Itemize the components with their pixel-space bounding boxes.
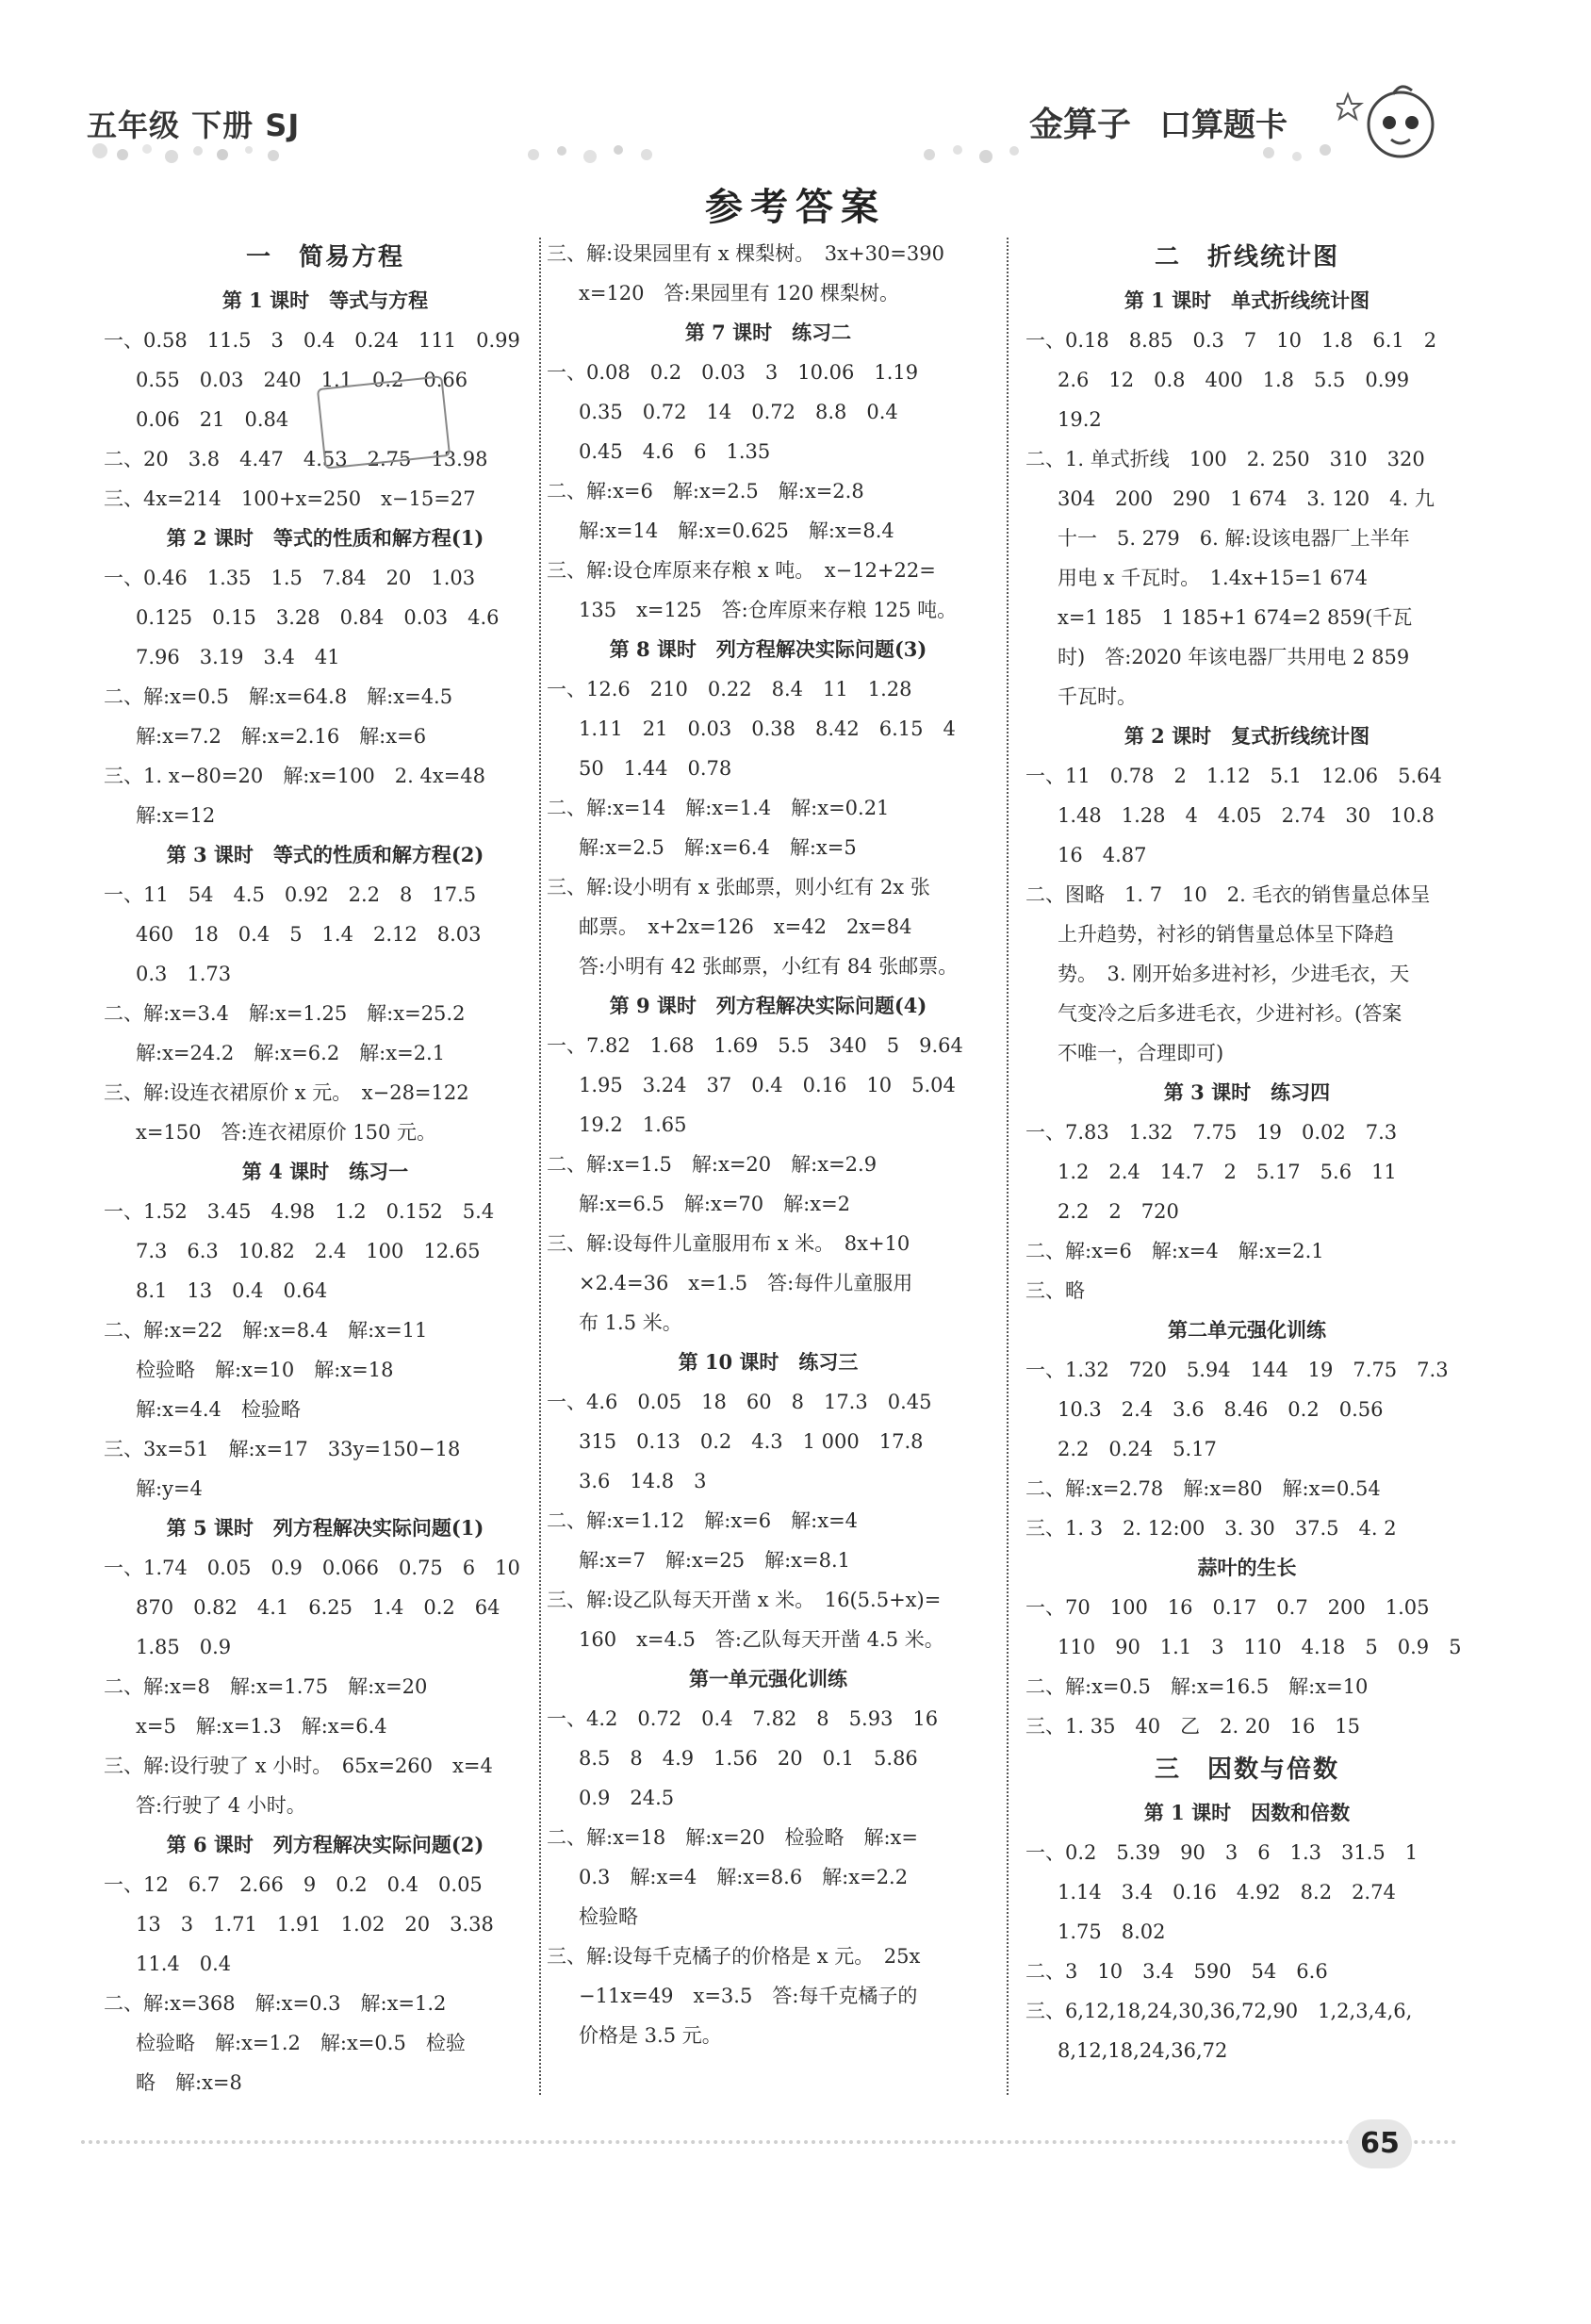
answer-line-continued: x=1 185 1 185+1 674=2 859(千瓦	[1058, 606, 1413, 629]
answer-line-continued: x=150 答:连衣裙原价 150 元。	[136, 1121, 437, 1144]
answer-line-continued: 315 0.13 0.2 4.3 1 000 17.8	[579, 1430, 924, 1453]
answer-line-continued: 19.2	[1058, 408, 1102, 431]
answer-line-continued: 时) 答:2020 年该电器厂共用电 2 859	[1058, 646, 1410, 668]
answer-line: 三、3x=51 解:x=17 33y=150−18	[104, 1438, 461, 1460]
lesson-heading: 第二单元强化训练	[1168, 1318, 1326, 1342]
answer-line-continued: 气变冷之后多进毛衣，少进衬衫。(答案	[1058, 1002, 1402, 1025]
answer-line: 二、解:x=1.5 解:x=20 解:x=2.9	[547, 1153, 878, 1176]
answer-line-continued: x=5 解:x=1.3 解:x=6.4	[136, 1715, 387, 1738]
answer-line: 一、0.46 1.35 1.5 7.84 20 1.03	[104, 567, 476, 589]
footer-band	[81, 2140, 1457, 2153]
answer-line: 二、解:x=6 解:x=4 解:x=2.1	[1025, 1240, 1324, 1262]
answer-line-continued: 0.35 0.72 14 0.72 8.8 0.4	[579, 401, 898, 423]
answer-line: 一、7.82 1.68 1.69 5.5 340 5 9.64	[547, 1034, 963, 1057]
answer-line-continued: 16 4.87	[1058, 844, 1147, 866]
answer-line: 三、解:设仓库原来存粮 x 吨。 x−12+22=	[547, 559, 936, 582]
answer-line: 二、解:x=14 解:x=1.4 解:x=0.21	[547, 797, 890, 819]
answer-line-continued: 略 解:x=8	[136, 2071, 242, 2094]
answer-line: 二、3 10 3.4 590 54 6.6	[1025, 1960, 1328, 1983]
answer-line-continued: 1.2 2.4 14.7 2 5.17 5.6 11	[1058, 1161, 1397, 1183]
answer-line: 一、1.52 3.45 4.98 1.2 0.152 5.4	[104, 1200, 495, 1223]
answer-line: 一、11 0.78 2 1.12 5.1 12.06 5.64	[1025, 765, 1442, 787]
answer-line: 一、4.6 0.05 18 60 8 17.3 0.45	[547, 1391, 932, 1413]
answer-line-continued: 8.1 13 0.4 0.64	[136, 1279, 328, 1302]
answer-line-continued: 13 3 1.71 1.91 1.02 20 3.38	[136, 1913, 494, 1936]
answer-line-continued: 160 x=4.5 答:乙队每天开凿 4.5 米。	[579, 1628, 944, 1651]
answer-line: 二、20 3.8 4.47 4.53 2.75 13.98	[104, 448, 488, 470]
answer-line: 三、解:设连衣裙原价 x 元。 x−28=122	[104, 1081, 469, 1104]
lesson-heading: 第 2 课时 复式折线统计图	[1124, 724, 1370, 748]
answer-line-continued: 1.14 3.4 0.16 4.92 8.2 2.74	[1058, 1881, 1396, 1904]
decorative-dots	[81, 141, 1410, 170]
answer-line-continued: 解:x=14 解:x=0.625 解:x=8.4	[579, 519, 894, 542]
answer-line: 一、12.6 210 0.22 8.4 11 1.28	[547, 678, 912, 700]
answer-line-continued: 答:行驶了 4 小时。	[136, 1794, 306, 1817]
answer-line-continued: 19.2 1.65	[579, 1113, 687, 1136]
column-divider	[1007, 238, 1009, 2095]
homework-stamp-icon	[317, 375, 451, 470]
brand-product: 口算题卡	[1159, 107, 1288, 144]
answer-line: 二、解:x=0.5 解:x=16.5 解:x=10	[1025, 1675, 1369, 1698]
lesson-heading: 第 7 课时 练习二	[684, 321, 852, 344]
answer-line-continued: 1.85 0.9	[136, 1636, 232, 1658]
answer-line-continued: 答:小明有 42 张邮票，小红有 84 张邮票。	[579, 955, 959, 978]
lesson-heading: 第 3 课时 练习四	[1163, 1080, 1331, 1104]
answer-line: 三、1. 3 2. 12:00 3. 30 37.5 4. 2	[1025, 1517, 1397, 1540]
answer-line: 三、解:设小明有 x 张邮票，则小红有 2x 张	[547, 876, 930, 898]
answer-line: 二、解:x=0.5 解:x=64.8 解:x=4.5	[104, 685, 453, 708]
answer-line: 一、70 100 16 0.17 0.7 200 1.05	[1025, 1596, 1430, 1619]
answer-line-continued: 不唯一，合理即可)	[1058, 1042, 1224, 1064]
answer-column-1	[104, 234, 547, 2102]
lesson-heading: 第 1 课时 等式与方程	[221, 288, 429, 312]
answer-line: 一、4.2 0.72 0.4 7.82 8 5.93 16	[547, 1707, 939, 1730]
answer-line-continued: −11x=49 x=3.5 答:每千克橘子的	[579, 1985, 918, 2007]
answer-line: 二、图略 1. 7 10 2. 毛衣的销售量总体呈	[1025, 883, 1431, 906]
answer-line-continued: 2.6 12 0.8 400 1.8 5.5 0.99	[1058, 369, 1410, 391]
answer-line: 二、解:x=2.78 解:x=80 解:x=0.54	[1025, 1477, 1381, 1500]
lesson-heading: 第 1 课时 单式折线统计图	[1124, 288, 1370, 312]
answer-line-continued: 1.75 8.02	[1058, 1920, 1166, 1943]
answer-line-continued: ×2.4=36 x=1.5 答:每件儿童服用	[579, 1272, 913, 1294]
answer-line-continued: 7.3 6.3 10.82 2.4 100 12.65	[136, 1240, 481, 1262]
answer-line-continued: 10.3 2.4 3.6 8.46 0.2 0.56	[1058, 1398, 1384, 1421]
answer-line: 二、解:x=6 解:x=2.5 解:x=2.8	[547, 480, 864, 503]
page-title: 参考答案	[705, 185, 886, 229]
answer-line: 三、解:设每千克橘子的价格是 x 元。 25x	[547, 1945, 921, 1968]
answer-line-continued: 解:x=4.4 检验略	[136, 1398, 301, 1421]
answer-line: 三、解:设果园里有 x 棵梨树。 3x+30=390	[547, 242, 944, 265]
answer-line: 二、解:x=8 解:x=1.75 解:x=20	[104, 1675, 428, 1698]
answer-line-continued: 1.95 3.24 37 0.4 0.16 10 5.04	[579, 1074, 956, 1096]
answer-line: 一、0.2 5.39 90 3 6 1.3 31.5 1	[1025, 1841, 1419, 1864]
answer-line: 三、解:设每件儿童服用布 x 米。 8x+10	[547, 1232, 910, 1255]
lesson-heading: 第 6 课时 列方程解决实际问题(2)	[166, 1833, 484, 1856]
answer-line-continued: 解:x=7 解:x=25 解:x=8.1	[579, 1549, 851, 1572]
section-heading: 二 折线统计图	[1154, 243, 1339, 272]
answer-column-3	[1025, 234, 1468, 2070]
answer-line-continued: 十一 5. 279 6. 解:设该电器厂上半年	[1058, 527, 1410, 550]
answer-line: 三、1. 35 40 乙 2. 20 16 15	[1025, 1715, 1361, 1738]
answer-line-continued: 0.9 24.5	[579, 1787, 675, 1809]
lesson-heading: 第 9 课时 列方程解决实际问题(4)	[609, 994, 927, 1017]
answer-line-continued: 460 18 0.4 5 1.4 2.12 8.03	[136, 923, 482, 946]
answer-line-continued: 870 0.82 4.1 6.25 1.4 0.2 64	[136, 1596, 500, 1619]
answer-column-2	[547, 234, 990, 2055]
answer-line-continued: 0.45 4.6 6 1.35	[579, 440, 771, 463]
answer-line: 三、1. x−80=20 解:x=100 2. 4x=48	[104, 765, 486, 787]
answer-line-continued: 价格是 3.5 元。	[579, 2024, 722, 2047]
answer-line-continued: 解:x=6.5 解:x=70 解:x=2	[579, 1193, 851, 1215]
answer-line-continued: 0.55 0.03 240 1.1 0.2 0.66	[136, 369, 468, 391]
lesson-heading: 第 5 课时 列方程解决实际问题(1)	[166, 1516, 484, 1540]
answer-line: 一、0.58 11.5 3 0.4 0.24 111 0.99	[104, 329, 520, 352]
section-heading: 三 因数与倍数	[1154, 1755, 1339, 1784]
answer-line-continued: 解:x=24.2 解:x=6.2 解:x=2.1	[136, 1042, 446, 1064]
answer-line-continued: 2.2 2 720	[1058, 1200, 1179, 1223]
answer-line-continued: 11.4 0.4	[136, 1953, 232, 1975]
page-number: 65	[1348, 2119, 1412, 2168]
answer-line-continued: 解:y=4	[136, 1477, 203, 1500]
section-heading: 一 简易方程	[245, 243, 404, 272]
answer-line-continued: 1.48 1.28 4 4.05 2.74 30 10.8	[1058, 804, 1435, 827]
answer-line: 一、11 54 4.5 0.92 2.2 8 17.5	[104, 883, 477, 906]
answer-line-continued: 邮票。 x+2x=126 x=42 2x=84	[579, 915, 912, 938]
answer-line: 一、12 6.7 2.66 9 0.2 0.4 0.05	[104, 1873, 483, 1896]
answer-line: 三、4x=214 100+x=250 x−15=27	[104, 487, 476, 510]
answer-line-continued: 0.06 21 0.84	[136, 408, 289, 431]
answer-line-continued: 1.11 21 0.03 0.38 8.42 6.15 4	[579, 717, 956, 740]
lesson-heading: 蒜叶的生长	[1197, 1556, 1297, 1579]
lesson-heading: 第 3 课时 等式的性质和解方程(2)	[166, 843, 484, 866]
answer-line-continued: 7.96 3.19 3.4 41	[136, 646, 340, 668]
answer-line: 二、解:x=3.4 解:x=1.25 解:x=25.2	[104, 1002, 466, 1025]
answer-line: 二、解:x=18 解:x=20 检验略 解:x=	[547, 1826, 918, 1849]
answer-line-continued: 势。 3. 刚开始多进衬衫，少进毛衣，天	[1058, 963, 1410, 985]
answer-line: 一、1.74 0.05 0.9 0.066 0.75 6 10	[104, 1557, 520, 1579]
answer-line-continued: 0.3 解:x=4 解:x=8.6 解:x=2.2	[579, 1866, 909, 1888]
answer-line-continued: 解:x=12	[136, 804, 216, 827]
answer-line: 二、解:x=368 解:x=0.3 解:x=1.2	[104, 1992, 447, 2015]
answer-line-continued: 3.6 14.8 3	[579, 1470, 707, 1492]
lesson-heading: 第一单元强化训练	[689, 1667, 847, 1690]
answer-line: 一、7.83 1.32 7.75 19 0.02 7.3	[1025, 1121, 1398, 1144]
answer-line: 二、1. 单式折线 100 2. 250 310 320	[1025, 448, 1425, 470]
answer-line-continued: 135 x=125 答:仓库原来存粮 125 吨。	[579, 599, 958, 621]
answer-line-continued: 110 90 1.1 3 110 4.18 5 0.9 5	[1058, 1636, 1462, 1658]
answer-line: 一、0.18 8.85 0.3 7 10 1.8 6.1 2	[1025, 329, 1437, 352]
answer-line: 二、解:x=1.12 解:x=6 解:x=4	[547, 1509, 859, 1532]
answer-line-continued: 检验略	[579, 1905, 638, 1928]
answer-line: 三、略	[1025, 1279, 1085, 1302]
answer-line: 二、解:x=22 解:x=8.4 解:x=11	[104, 1319, 428, 1342]
answer-line-continued: 解:x=2.5 解:x=6.4 解:x=5	[579, 836, 857, 859]
answer-line-continued: 检验略 解:x=10 解:x=18	[136, 1359, 394, 1381]
answer-line-continued: 0.3 1.73	[136, 963, 232, 985]
answer-line: 三、解:设乙队每天开凿 x 米。 16(5.5+x)=	[547, 1589, 942, 1611]
answer-line-continued: 8.5 8 4.9 1.56 20 0.1 5.86	[579, 1747, 918, 1770]
answer-line-continued: 用电 x 千瓦时。 1.4x+15=1 674	[1058, 567, 1368, 589]
book-grade-label: 五年级 下册 SJ	[87, 107, 301, 143]
answer-line: 三、6,12,18,24,30,36,72,90 1,2,3,4,6,	[1025, 2000, 1413, 2022]
answer-line-continued: 布 1.5 米。	[579, 1311, 682, 1334]
lesson-heading: 第 1 课时 因数和倍数	[1143, 1801, 1351, 1824]
answer-line-continued: 50 1.44 0.78	[579, 757, 732, 780]
answer-line: 一、1.32 720 5.94 144 19 7.75 7.3	[1025, 1359, 1449, 1381]
lesson-heading: 第 2 课时 等式的性质和解方程(1)	[166, 526, 484, 550]
answer-line-continued: 0.125 0.15 3.28 0.84 0.03 4.6	[136, 606, 500, 629]
answer-line-continued: 304 200 290 1 674 3. 120 4. 九	[1058, 487, 1435, 510]
answer-line-continued: 2.2 0.24 5.17	[1058, 1438, 1217, 1460]
lesson-heading: 第 8 课时 列方程解决实际问题(3)	[609, 637, 927, 661]
answer-line-continued: 上升趋势，衬衫的销售量总体呈下降趋	[1058, 923, 1394, 946]
answer-line: 三、解:设行驶了 x 小时。 65x=260 x=4	[104, 1755, 493, 1777]
brand-title	[1029, 98, 1288, 146]
column-divider	[539, 238, 541, 2095]
answer-line-continued: 千瓦时。	[1058, 685, 1137, 708]
answer-line-continued: 8,12,18,24,36,72	[1058, 2039, 1228, 2062]
lesson-heading: 第 4 课时 练习一	[241, 1160, 409, 1183]
lesson-heading: 第 10 课时 练习三	[678, 1350, 859, 1374]
brand-name: 金算子	[1029, 106, 1132, 144]
answer-line-continued: 检验略 解:x=1.2 解:x=0.5 检验	[136, 2032, 466, 2054]
answer-line: 一、0.08 0.2 0.03 3 10.06 1.19	[547, 361, 919, 384]
answer-line-continued: x=120 答:果园里有 120 棵梨树。	[579, 282, 900, 305]
answer-line-continued: 解:x=7.2 解:x=2.16 解:x=6	[136, 725, 427, 748]
